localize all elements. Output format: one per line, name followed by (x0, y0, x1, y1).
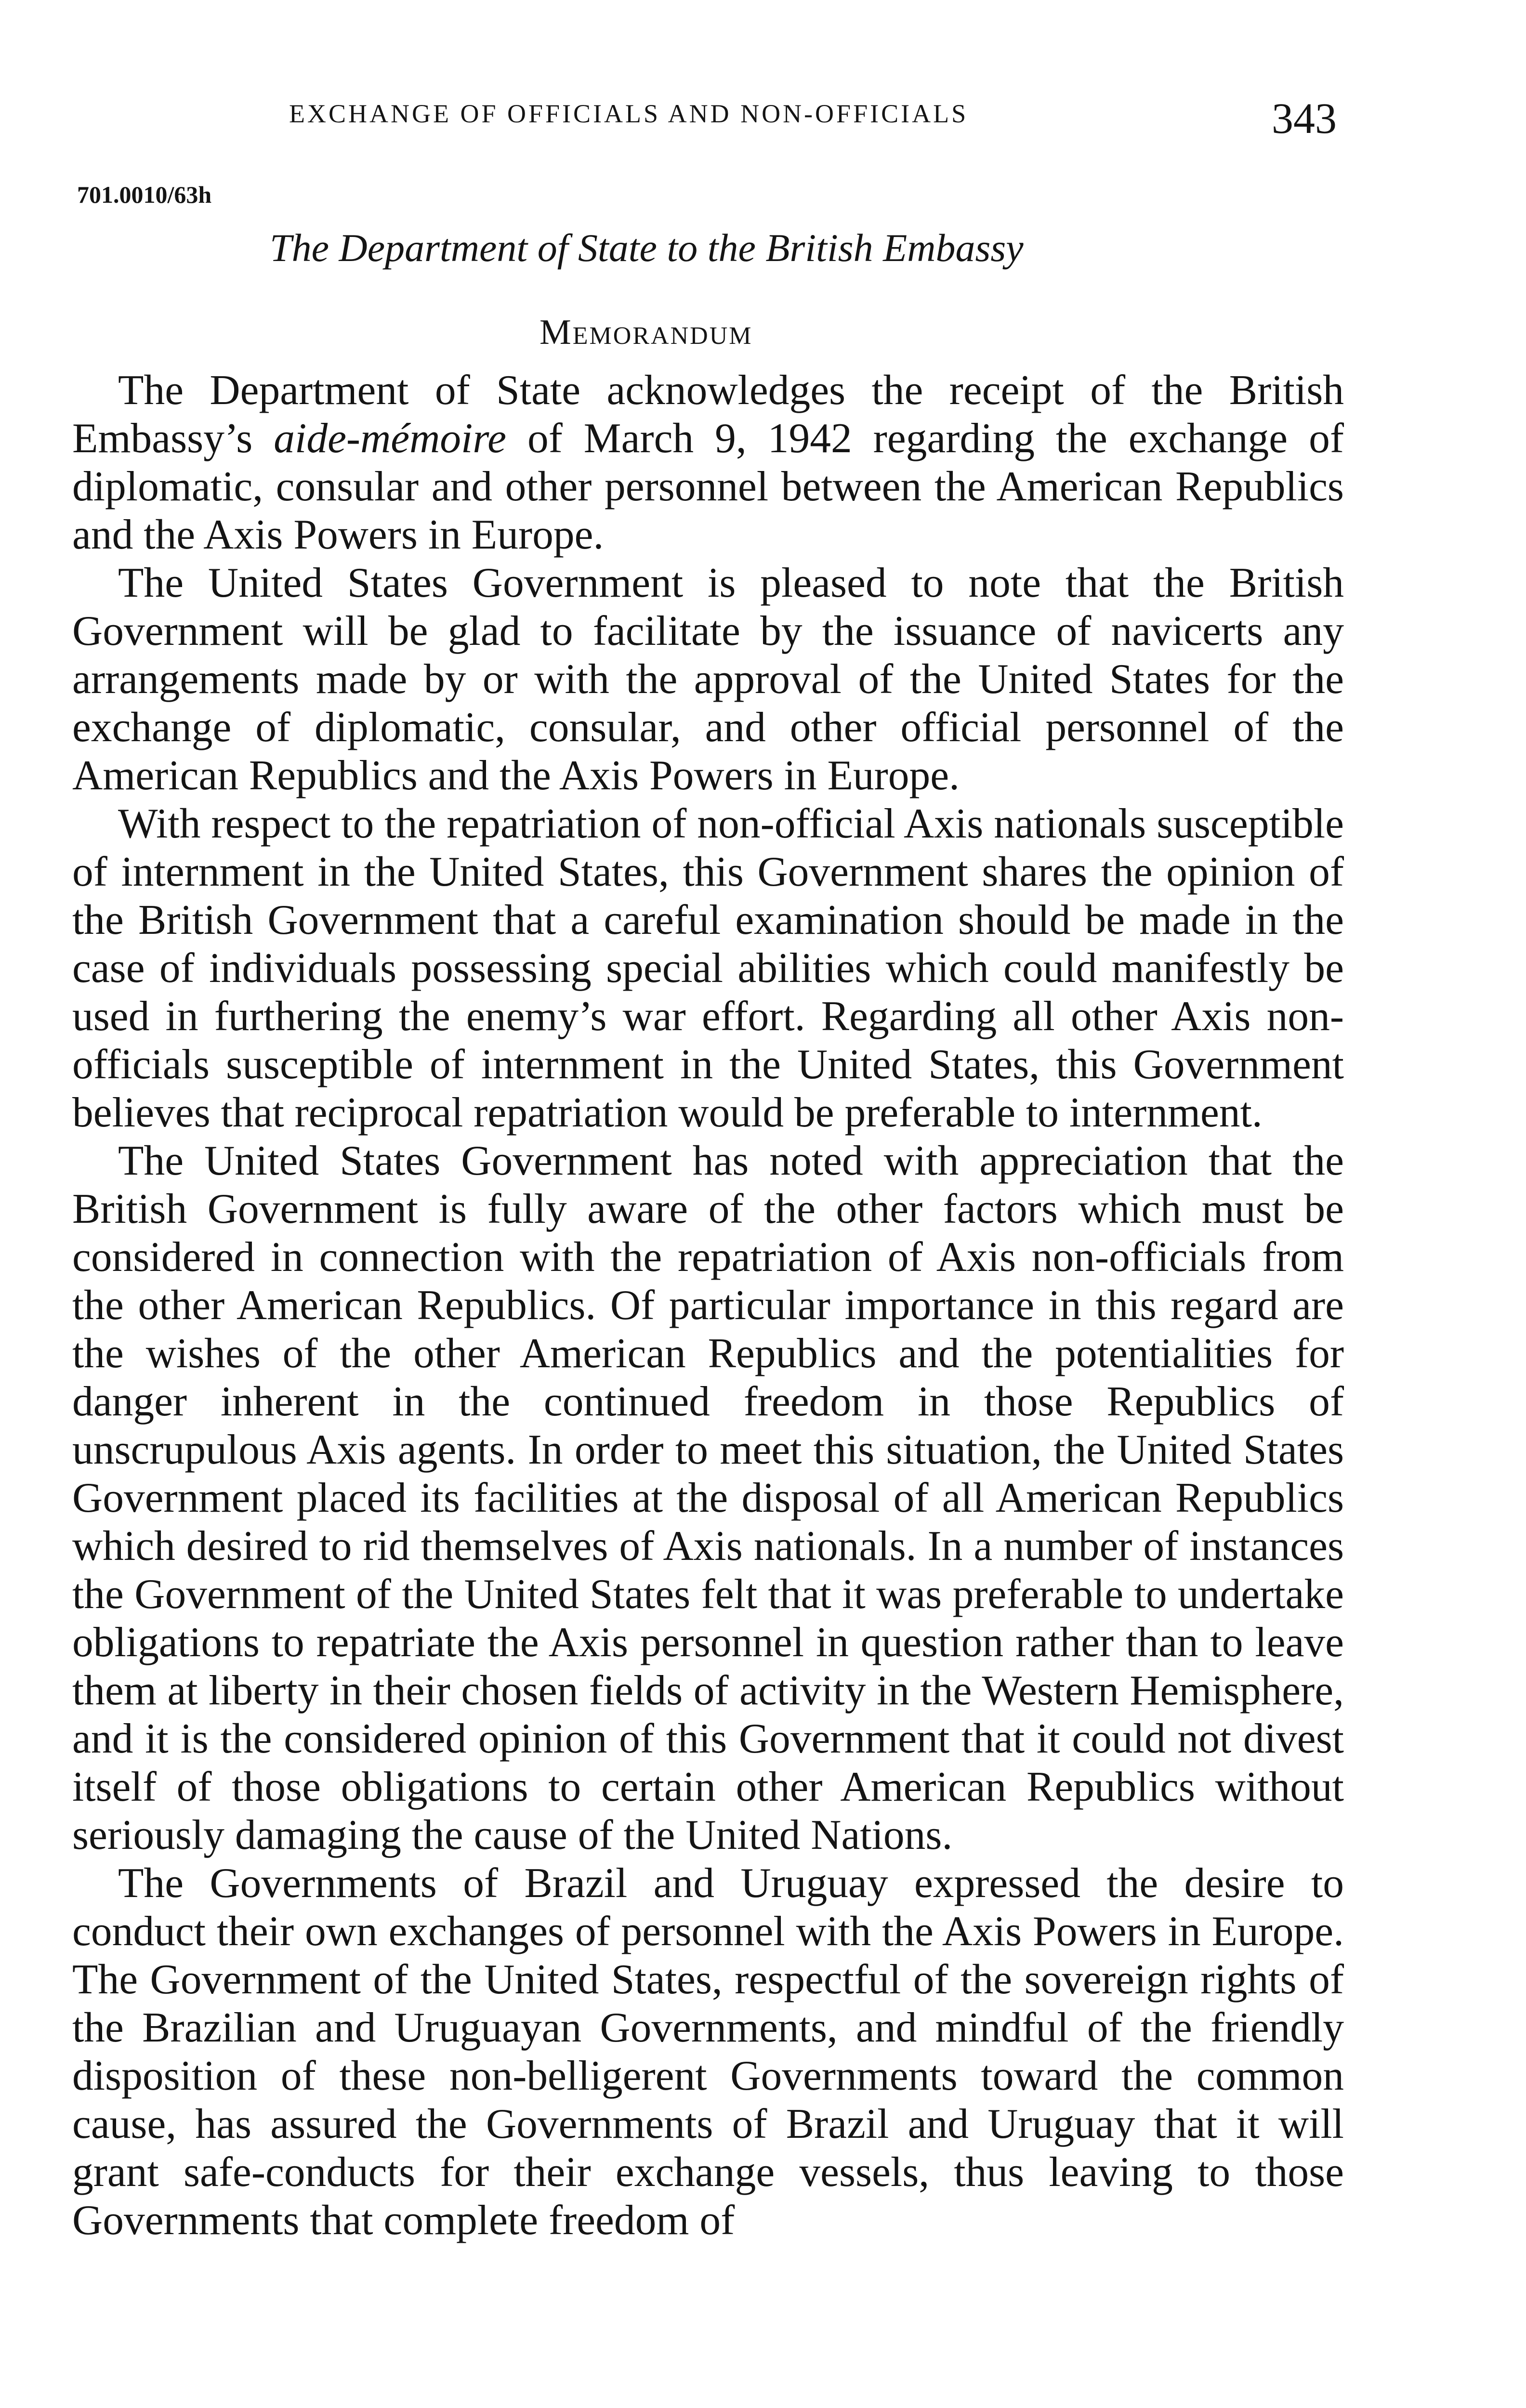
page-number: 343 (1272, 95, 1337, 143)
file-number: 701.0010/63h (77, 181, 212, 208)
paragraph-3: With respect to the repatriation of non-official Axis nationals susceptible of internment in the United States, this Government shares the opinion of the British Government that a careful examination should be made in the case of individuals possessing special abilities which could manifestly be used in furthering the enemy’s war effort. Regarding all other Axis non-officials susceptible of internment in the United States, this Government believes that reciprocal repatriation would be preferable to internment. (72, 800, 1344, 1136)
running-head: EXCHANGE OF OFFICIALS AND NON-OFFICIALS (289, 99, 969, 128)
paragraph-1-text-b: of March 9, 1942 regarding the exchange of diplomatic, consular and other personnel between the American Republics and the Axis Powers in Europe. (72, 415, 1344, 558)
paragraph-2: The United States Government is pleased to note that the British Government will be glad to facilitate by the issuance of navicerts any arrangements made by or with the approval of the United States for the exchange of diplomatic, consular, and other official personnel of the American Republics and the Axis Powers in Europe. (72, 559, 1344, 798)
paragraph-5: The Governments of Brazil and Uruguay expressed the desire to conduct their own exchanges of personnel with the Axis Powers in Europe. The Government of the United States, respectful of the sovereign rights of the Brazilian and Uruguayan Governments, and mindful of the friendly disposition of these non-belligerent Governments toward the common cause, has assured the Governments of Brazil and Uruguay that it will grant safe-conducts for their exchange vessels, thus leaving to those Governments that complete freedom of (72, 1859, 1344, 2243)
memorandum-body (72, 366, 1344, 2244)
document-subtitle: Memorandum (539, 313, 753, 352)
paragraph-4: The United States Government has noted with appreciation that the British Government is fully aware of the other factors which must be considered in connection with the repatriation of Axis non-officials from the other American Republics. Of particular importance in this regard are the wishes of the other American Republics and the potentialities for danger inherent in the continued freedom in those Republics of unscrupulous Axis agents. In order to meet this situation, the United States Government placed its facilities at the disposal of all American Republics which desired to rid themselves of Axis nationals. In a number of instances the Government of the United States felt that it was preferable to undertake obligations to repatriate the Axis personnel in question rather than to leave them at liberty in their chosen fields of activity in the Western Hemisphere, and it is the considered opinion of this Government that it could not divest itself of those obligations to certain other American Republics without seriously damaging the cause of the United Nations. (72, 1137, 1344, 1858)
paragraph-1 (72, 366, 1344, 559)
paragraph-1-text-a: The Department of State acknowledges the receipt of the British Embassy’s (72, 366, 1344, 461)
paragraph-1-emphasis: aide-mémoire (274, 415, 506, 461)
document-title: The Department of State to the British Embassy (270, 226, 1024, 270)
